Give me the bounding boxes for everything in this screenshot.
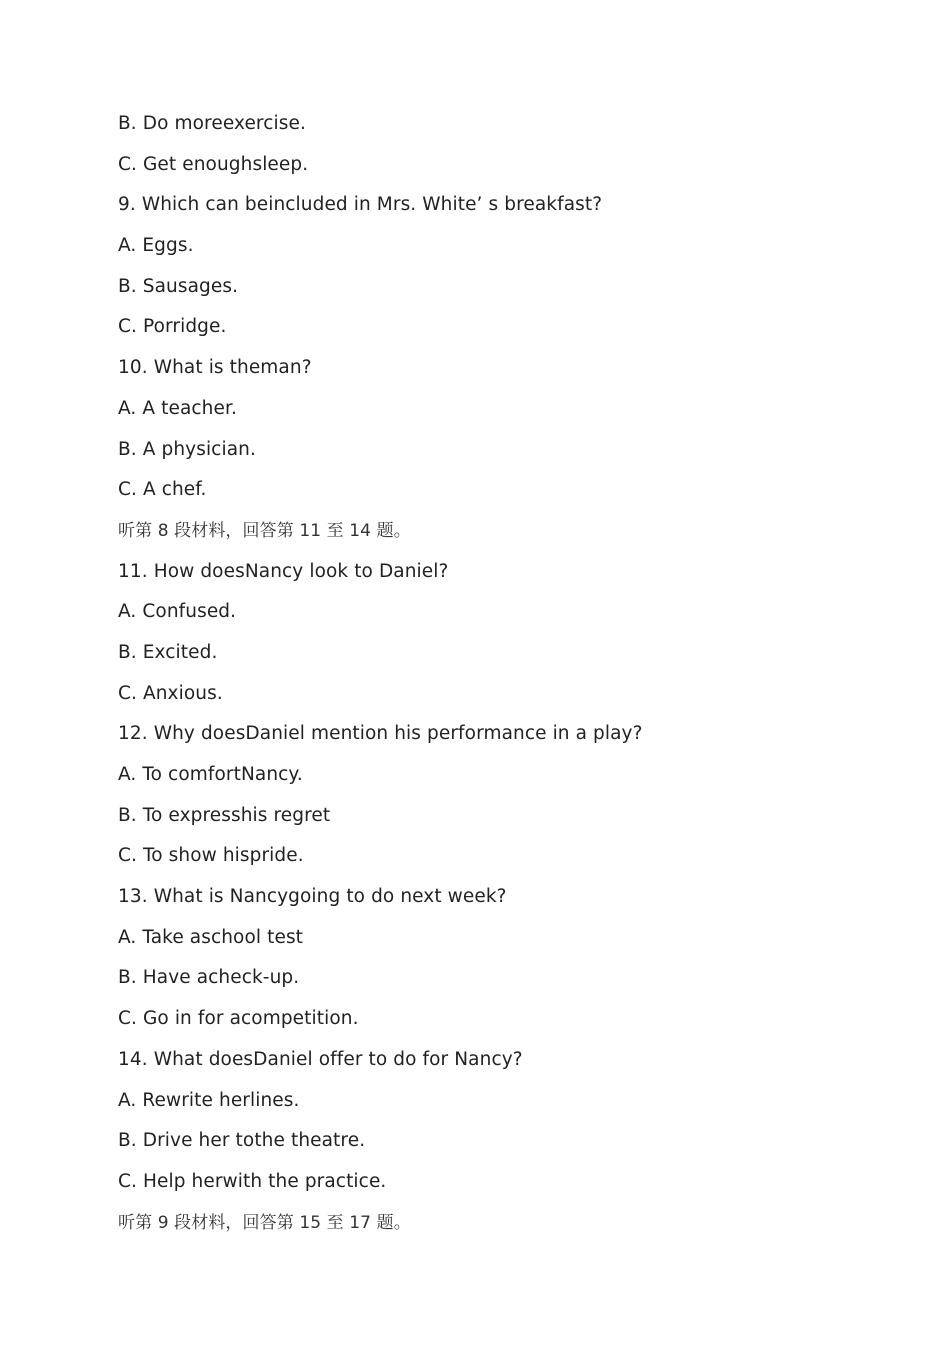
- option-11a: A. Confused.: [118, 601, 237, 623]
- section-instruction-9: 听第 9 段材料，回答第 15 至 17 题。: [118, 1212, 411, 1233]
- question-14: 14. What doesDaniel offer to do for Nancy?: [118, 1048, 523, 1070]
- option-8c: C. Get enoughsleep.: [118, 153, 309, 175]
- option-12c: C. To show hispride.: [118, 845, 304, 867]
- option-8b: B. Do moreexercise.: [118, 113, 306, 134]
- option-10b: B. A physician.: [118, 438, 256, 460]
- option-13a: A. Take aschool test: [118, 926, 304, 948]
- question-11: 11. How doesNancy look to Daniel?: [118, 560, 449, 582]
- option-14b: B. Drive her tothe theatre.: [118, 1130, 366, 1152]
- option-12b: B. To expresshis regret: [118, 804, 331, 826]
- option-9c: C. Porridge.: [118, 316, 227, 338]
- option-12a: A. To comfortNancy.: [118, 764, 303, 785]
- question-list: [118, 110, 898, 1249]
- question-10: 10. What is theman?: [118, 357, 312, 379]
- question-13: 13. What is Nancygoing to do next week?: [118, 886, 507, 908]
- option-10c: C. A chef.: [118, 479, 207, 501]
- option-9b: B. Sausages.: [118, 275, 239, 297]
- option-11c: C. Anxious.: [118, 682, 223, 704]
- question-12: 12. Why doesDaniel mention his performance in a play?: [118, 723, 643, 745]
- option-14a: A. Rewrite herlines.: [118, 1089, 300, 1111]
- option-10a: A. A teacher.: [118, 397, 237, 419]
- section-instruction-8: 听第 8 段材料，回答第 11 至 14 题。: [118, 520, 411, 541]
- option-13b: B. Have acheck-up.: [118, 967, 300, 989]
- question-9: 9. Which can beincluded in Mrs. White’ s breakfast?: [118, 194, 603, 216]
- option-11b: B. Excited.: [118, 641, 218, 663]
- option-13c: C. Go in for acompetition.: [118, 1008, 359, 1030]
- option-14c: C. Help herwith the practice.: [118, 1170, 387, 1192]
- option-9a: A. Eggs.: [118, 235, 194, 257]
